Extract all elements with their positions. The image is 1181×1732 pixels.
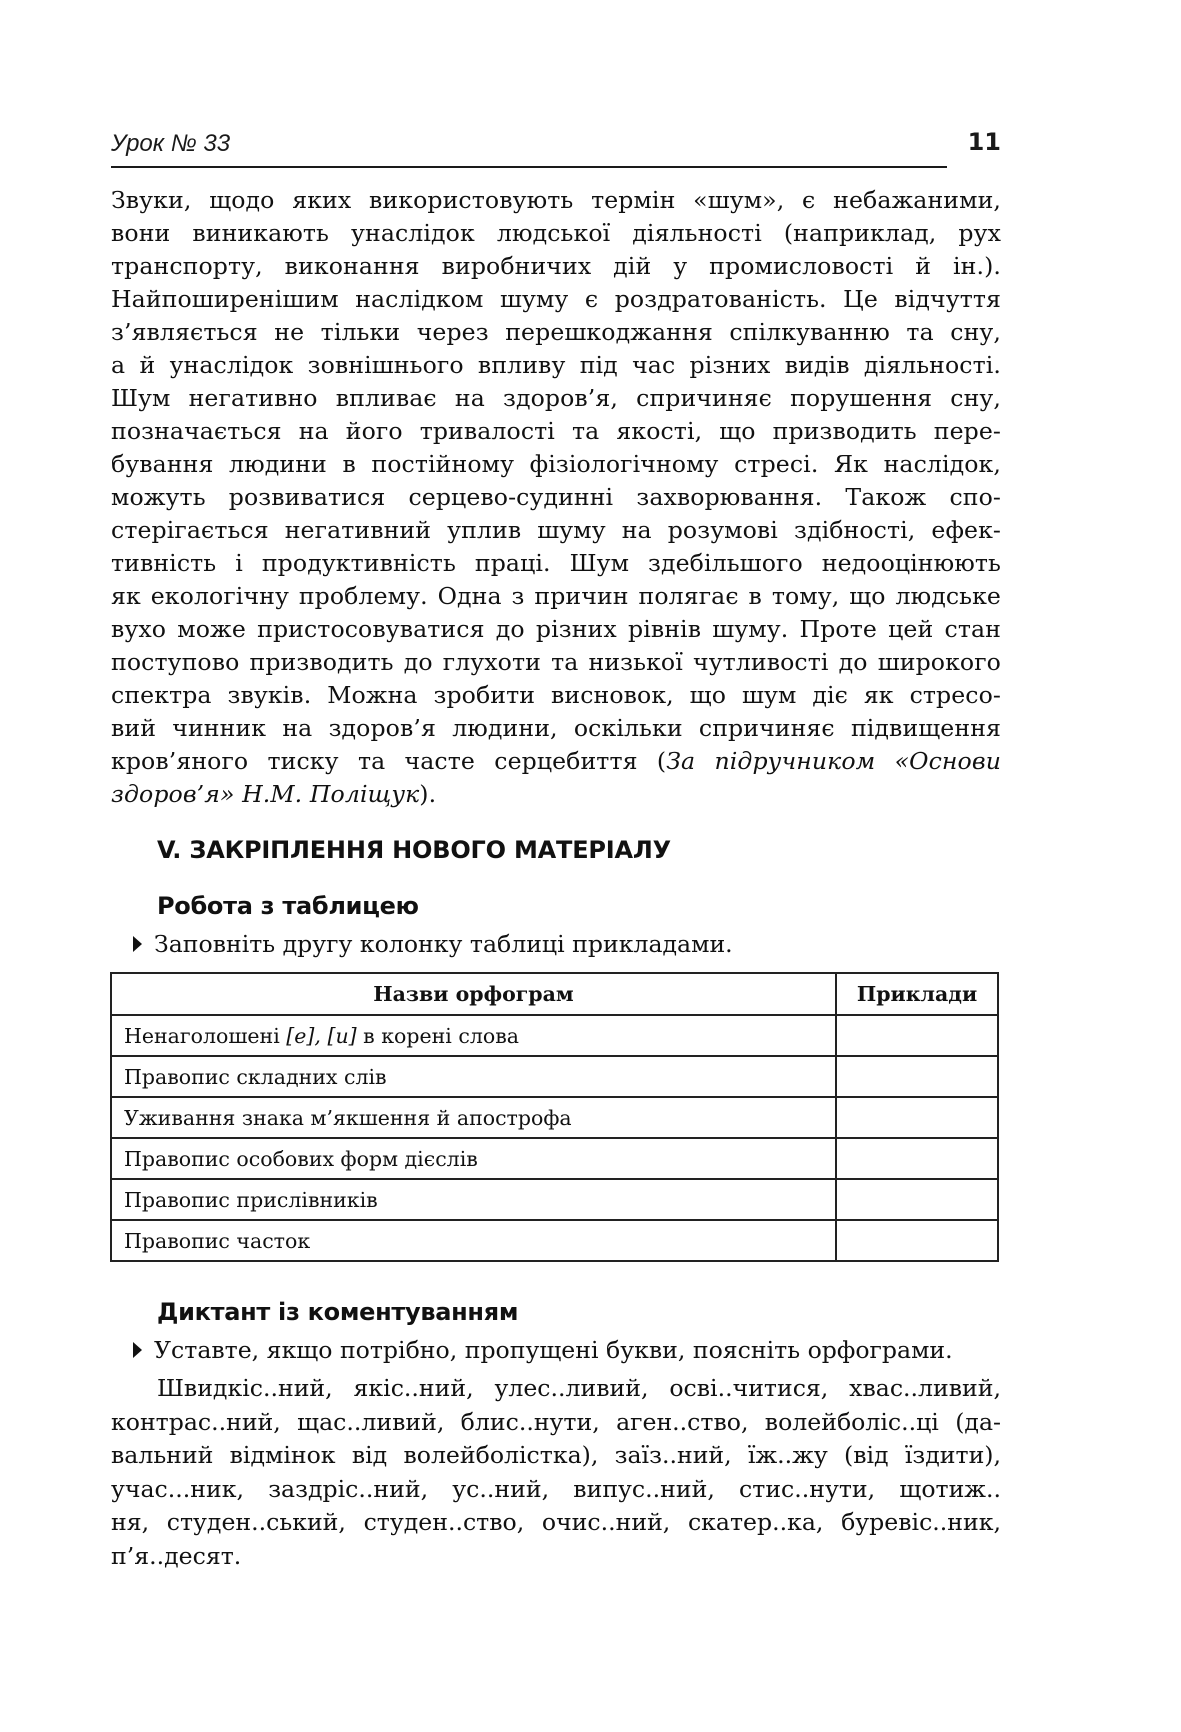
column-header-examples: Приклади — [836, 973, 998, 1015]
orthogram-name: Правопис часток — [111, 1220, 836, 1261]
triangle-bullet-icon — [133, 1342, 142, 1358]
table-row — [111, 1097, 998, 1138]
dictation-line: вальний відмінок від волейболістка), заїз..ний, їж..жу (від їздити), — [111, 1441, 1001, 1469]
orthogram-text: в корені слова — [356, 1023, 519, 1048]
paragraph-line: бування людини в постійному фізіологічному стресі. Як наслідок, — [111, 450, 1001, 478]
header-rule — [111, 166, 947, 168]
dictation-task-text: Уставте, якщо потрібно, пропущені букви, поясніть орфограми. — [154, 1336, 953, 1364]
orthogram-name — [111, 1015, 836, 1056]
source-citation: За підручником «Основи — [666, 747, 1001, 775]
page-header — [111, 126, 1001, 168]
triangle-bullet-icon — [133, 936, 142, 952]
paragraph-line: а й унаслідок зовнішнього впливу під час різних видів діяльності. — [111, 351, 1001, 379]
noise-paragraph — [111, 184, 1001, 811]
dictation-line: ня, студен..ський, студен..ство, очис..ний, скатер..ка, буревіс..ник, — [111, 1508, 1001, 1536]
paragraph-line: Звуки, щодо яких використовують термін «шум», є небажаними, — [111, 186, 1001, 214]
table-row — [111, 1056, 998, 1097]
orthogram-name: Правопис складних слів — [111, 1056, 836, 1097]
table-task — [133, 930, 733, 958]
paragraph-line: можуть розвиватися серцево-судинні захворювання. Також спо- — [111, 483, 1001, 511]
dictation-text — [111, 1372, 1001, 1573]
orthogram-name: Правопис прислівників — [111, 1179, 836, 1220]
example-cell[interactable] — [836, 1179, 998, 1220]
table-row — [111, 1220, 998, 1261]
dictation-line: п’я..десят. — [111, 1541, 242, 1570]
table-header-row — [111, 973, 998, 1015]
example-cell[interactable] — [836, 1015, 998, 1056]
table-work-heading: Робота з таблицею — [157, 892, 419, 920]
source-citation-author: здоров’я» Н.М. Поліщук — [111, 780, 420, 808]
dictation-line: учас...ник, заздріс..ний, ус..ний, випус..ний, стис..нути, щотиж.. — [111, 1474, 1001, 1503]
paragraph-line — [111, 778, 1001, 811]
table-row — [111, 1138, 998, 1179]
example-cell[interactable] — [836, 1056, 998, 1097]
lesson-label: Урок № 33 — [111, 130, 231, 157]
dictation-line: Швидкіс..ний, якіс..ний, улес..ливий, осві..читися, хвас..ливий, — [157, 1374, 1001, 1402]
section-heading: V. ЗАКРІПЛЕННЯ НОВОГО МАТЕРІАЛУ — [157, 836, 671, 864]
dictation-line: контрас..ний, щас..ливий, блис..нути, аген..ство, волейболіс..ці (да- — [111, 1407, 1001, 1436]
example-cell[interactable] — [836, 1097, 998, 1138]
paragraph-line: тивність і продуктивність праці. Шум здебільшого недооцінюють — [111, 549, 1001, 577]
paragraph-line: Найпоширенішим наслідком шуму є роздратованість. Це відчуття — [111, 285, 1001, 313]
table-task-text: Заповніть другу колонку таблиці прикладами. — [154, 930, 733, 958]
paragraph-line — [111, 745, 1001, 778]
orthogram-name: Правопис особових форм дієслів — [111, 1138, 836, 1179]
orthogram-name: Уживання знака м’якшення й апострофа — [111, 1097, 836, 1138]
table-row — [111, 1179, 998, 1220]
column-header-names: Назви орфограм — [111, 973, 836, 1015]
orthogram-italic: [е], [и] — [286, 1023, 357, 1048]
paragraph-line: вий чинник на здоров’я людини, оскільки спричиняє підвищення — [111, 714, 1001, 742]
table-row — [111, 1015, 998, 1056]
example-cell[interactable] — [836, 1220, 998, 1261]
paragraph-line: позначається на його тривалості та якості, що призводить пере- — [111, 417, 1001, 445]
paragraph-line: як екологічну проблему. Одна з причин полягає в тому, що людське — [111, 582, 1001, 610]
paragraph-line: з’являється не тільки через перешкоджання спілкуванню та сну, — [111, 318, 1001, 346]
paragraph-line: транспорту, виконання виробничих дій у промисловості й ін.). — [111, 252, 1001, 280]
paragraph-line: вони виникають унаслідок людської діяльності (наприклад, рух — [111, 219, 1001, 247]
orthogram-text: Ненаголошені — [124, 1023, 287, 1048]
dictation-task — [133, 1336, 953, 1364]
example-cell[interactable] — [836, 1138, 998, 1179]
dictation-heading: Диктант із коментуванням — [157, 1298, 519, 1326]
paragraph-line: поступово призводить до глухоти та низької чутливості до широкого — [111, 648, 1001, 676]
paragraph-text: кров’яного тиску та часте серцебиття ( — [111, 747, 667, 775]
page-number: 11 — [967, 128, 1001, 156]
paragraph-text: ). — [419, 780, 437, 808]
paragraph-line: спектра звуків. Можна зробити висновок, що шум діє як стресо- — [111, 681, 1001, 709]
paragraph-line: стерігається негативний уплив шуму на розумові здібності, ефек- — [111, 516, 1001, 544]
orthogram-table — [110, 972, 999, 1262]
paragraph-line: Шум негативно впливає на здоров’я, спричиняє порушення сну, — [111, 384, 1001, 412]
paragraph-line: вухо може пристосовуватися до різних рівнів шуму. Проте цей стан — [111, 615, 1001, 643]
